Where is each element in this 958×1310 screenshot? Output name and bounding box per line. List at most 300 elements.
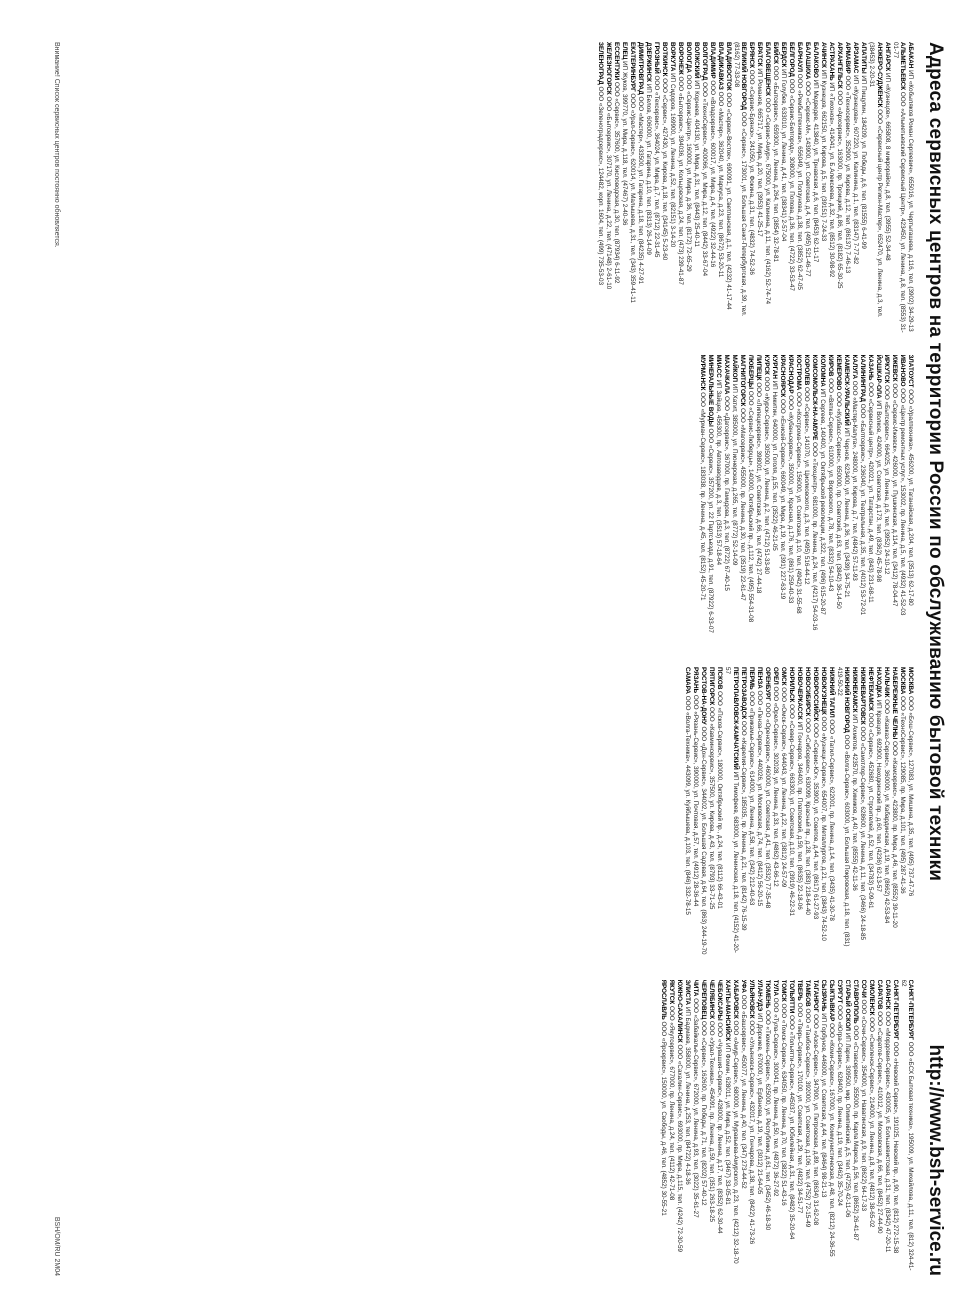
service-center-entry — [756, 42, 763, 335]
city-name: ЛЮБЕРЦЫ — [747, 354, 754, 390]
center-address: ИП «Тихонов», 414041, ул. Б.Алексеева, д.32, тел. (8512) 30-98-92 — [828, 82, 836, 278]
service-center-entry — [883, 355, 890, 648]
center-address: ООО «Владсервис», 600017, ул. Мира, д.4, тел. (4922) 32-44-16 — [708, 80, 716, 268]
service-center-entry — [659, 980, 666, 1273]
center-address: ООО «Пенза-Сервис», 440026, ул. Московская, д.74, тел. (8412) 56-20-15 — [755, 690, 763, 907]
center-address: ИП «Кобыляков Роман Сергеевич», 655016, ул. Чертыгашева, д.116, тел. (3902) 34-29-13 — [907, 70, 914, 332]
center-address: ИП Романов, 665717, ул. Мира, д.20, тел. (3953) 41-25-17 — [756, 68, 764, 237]
center-address: ИП Кравцов, 692900, Находкинский пр., д.60, тел. (4236) 62-13-57 — [875, 699, 882, 892]
city-name: ПЕТРОПАВЛОВСК-КАМЧАТСКИЙ — [731, 667, 739, 770]
center-address: ООО «Самотлор-Сервис», 628600, ул. Ленина, д.11, тел. (3466) 24-18-85 — [859, 726, 866, 941]
center-address: ООО «Сервисный центр Регион-Мастер», 652470, ул. Ленина, д.3, тел. (38453) 2-20-31 — [868, 42, 883, 318]
service-center-entry — [755, 355, 762, 648]
service-center-entry — [723, 980, 730, 1273]
service-center-entry — [883, 667, 890, 960]
center-address: ООО «Башсервис», 450077, ул. Ленина, д.40, тел. (347) 273-44-52 — [739, 994, 747, 1189]
city-name: ПЯТИГОРСК — [708, 667, 716, 706]
city-name: НОВОРОССИЙСК — [811, 667, 819, 722]
city-name: НОРИЛЬСК — [787, 667, 795, 703]
center-address: ООО «Мастер-Калуга», 248000, ул. Кирова, д.7, тел. (4842) 57-11-93 — [851, 380, 858, 581]
center-address: ООО «Урал-Техника», 454091, пр. Ленина, д.59, тел. (351) 263-18-25 — [707, 1020, 715, 1223]
service-center-entry — [699, 980, 706, 1273]
city-name: ТЮМЕНЬ — [763, 979, 771, 1009]
service-center-entry — [795, 667, 802, 960]
service-center-entry — [779, 355, 786, 648]
city-name: МУРМАНСК — [699, 354, 706, 391]
service-center-entry — [707, 980, 714, 1273]
center-address: ООО «Техносервис», 352900, ул. Кирова, д.12, тел. (86137) 7-46-13 — [844, 75, 852, 274]
service-center-entry — [835, 980, 842, 1273]
center-address: ООО «Тюмень-Сервис», 625000, ул. Республики, д.61, тел. (3452) 46-18-30 — [763, 1010, 771, 1231]
service-center-entry — [596, 42, 603, 335]
service-center-entry — [747, 980, 754, 1273]
center-address: ООО «Сервис-Восток», 690091, ул. Светланская, д.1, тел. (4232) 41-17-44 — [724, 92, 732, 310]
city-name: ТАГАНРОГ — [811, 979, 819, 1013]
city-name: КОМСОМОЛЬСК-НА-АМУРЕ — [811, 354, 818, 441]
city-name: КАЛИНИНГРАД — [859, 354, 866, 403]
service-center-entry — [683, 980, 690, 1273]
center-address: ООО «Альметьевский Сервисный Центр», 423450, ул. Ленина, д.8, тел. (8553) 31-01-77 — [891, 42, 906, 333]
service-center-columns — [84, 42, 914, 1272]
center-address: ООО «Кузбасс-Сервис», 650000, пр. Советский, д.63, тел. (3842) 36-14-50 — [835, 392, 842, 609]
service-center-entry — [755, 980, 762, 1273]
center-address: ООО «Сервис», 173001, ул. Большая Санкт-Петербургская, д.39, тел. (8162) 77-33-08 — [732, 42, 748, 317]
service-center-entry — [652, 42, 659, 335]
center-address: ООО «Ульяновск-Сервис», 432017, ул. Гончарова, д.38, тел. (8422) 41-73-26 — [747, 1020, 755, 1245]
service-center-entry — [907, 667, 914, 960]
service-center-entry — [763, 355, 770, 648]
service-center-entry — [628, 42, 635, 335]
service-center-entry — [867, 355, 874, 648]
service-center-entry — [764, 42, 771, 335]
center-address: ООО «Вятка-Сервис», 610000, ул. Воровского, д.78, тел. (8332) 54-10-43 — [827, 378, 834, 592]
city-name: ЯКУТСК — [667, 979, 675, 1005]
center-address: ООО «Техцентр», 681000, пр. Ленина, д.24, тел. (4217) 54-03-16 — [811, 442, 818, 631]
city-name: АБАКАН — [907, 42, 914, 69]
city-name: ВОЛГОГРАД — [700, 42, 708, 81]
service-center-entry — [891, 980, 898, 1273]
service-center-entry — [787, 980, 794, 1273]
city-name: НИЖНЕКАМСК — [851, 667, 858, 713]
center-address: ООО «Бытсервис», 307170, ул. Ленина, д.22, тел. (47148) 2-61-10 — [604, 96, 612, 290]
service-center-entry — [827, 980, 834, 1273]
city-name: ДИМИТРОВГРАД — [636, 42, 644, 95]
center-address: ООО «Волга-Сервис», 603000, ул. Большая Покровская, д.18, тел. (831) 419-50-22 — [835, 667, 850, 947]
city-name: РОСТОВ-НА-ДОНУ — [700, 667, 708, 725]
city-name: ЗЕЛЕНОГРАД — [596, 42, 604, 85]
city-name: САРАНСК — [883, 979, 891, 1010]
center-address: ООО «Невский Сервис», 191025, Невский пр., д.90, тел. (812) 272-15-38 — [891, 1041, 899, 1254]
center-address: ООО «Карелия-Сервис», 185035, пр. Ленина, д.21, тел. (8142) 76-15-39 — [739, 720, 747, 931]
city-name: МОСКВА — [907, 667, 914, 695]
center-address: ИП Ларин, 309500, мкр. Олимпийский, д.5, тел. (4725) 42-11-06 — [843, 1032, 851, 1218]
city-name: НАЛЬЧИК — [883, 667, 890, 698]
service-center-entry — [795, 355, 802, 648]
center-address: ИП Волков, 424000, ул. Советская, д.173, тел. (8362) 45-78-98 — [875, 400, 882, 583]
center-address: ООО «Урал-Сервис», 620014, ул. Малышева, д.31, тел. (343) 359-41-11 — [628, 93, 636, 303]
center-address: ООО «Чувашия-Сервис», 428000, пр. Ленина, д.17, тел. (8352) 62-30-44 — [715, 1022, 723, 1234]
city-name: УЛАН-УДЭ — [755, 979, 763, 1012]
center-address: ООО «Мастер», 362040, ул. Маркуса, д.23, тел. (8672) 53-20-11 — [716, 91, 724, 278]
center-address: ООО «Кубаньсервис», 350000, ул. Красная, д.176, тел. (861) 259-40-33 — [787, 395, 794, 604]
center-address: ИП «Кузнецова», 607220, ул. Калинина, д.1, тел. (83147) 7-77-82 — [852, 75, 860, 265]
center-address: ООО «Енисей-Сервис», 660049, ул. Мира, д.19, тел. (391) 227-63-19 — [779, 399, 786, 600]
service-center-entry — [891, 42, 906, 335]
city-name: СТАРЫЙ ОСКОЛ — [843, 979, 851, 1031]
service-center-entry — [739, 980, 746, 1273]
center-address: ООО «Балтсервис», 236040, ул. Театральная, д.35, тел. (4012) 53-72-01 — [859, 403, 866, 616]
center-address: ООО «Кострома-Сервис», 156000, ул. Советская, д.10, тел. (4942) 31-55-68 — [795, 392, 802, 614]
service-center-entry — [795, 980, 802, 1273]
center-address: ООО «Бош-Сервис», 127083, ул. Мишина, д.35, тел. (495) 737-47-76 — [907, 696, 914, 897]
service-center-entry — [708, 42, 715, 335]
center-address: ИП Сергеев, 140400, ул. Октябрьской революции, д.322, тел. (496) 615-20-87 — [819, 388, 826, 615]
city-name: АНГАРСК — [883, 42, 891, 72]
city-name: СМОЛЕНСК — [867, 979, 875, 1016]
city-name: ВОРОНЕЖ — [676, 42, 684, 75]
center-address: ООО «БСХ Бытовая техника», 195009, ул. Михайлова, д.11, тел. (812) 324-41-62 — [899, 979, 914, 1271]
center-address: ООО «Техсервис», 364024, ул. Мира, д.7, тел. (8712) 22-31-45 — [652, 75, 660, 258]
center-address: ООО «Сервис», 452680, ул. Строителей, д.52, тел. (34783) 5-09-61 — [867, 712, 874, 909]
city-name: ИРКУТСК — [883, 354, 890, 384]
center-address: ООО «Мурман-Сервис», 183038, пр. Ленина, д.45, тел. (8152) 45-20-71 — [699, 392, 706, 601]
center-address: ООО «ТехноСервис», 400066, ул. Мира, д.12, тел. (8442) 33-67-04 — [700, 82, 708, 276]
service-center-entry — [692, 42, 699, 335]
city-name: БАЛАКОВО — [812, 42, 820, 78]
service-center-entry — [636, 42, 643, 335]
service-center-entry — [868, 42, 883, 335]
service-center-entry — [676, 42, 683, 335]
service-center-entry — [668, 42, 675, 335]
center-address: ООО «Сочи-Сервис», 354000, ул. Навагинская, д.9, тел. (8622) 64-17-33 — [859, 999, 867, 1211]
center-address: ИП Хатит, 385000, ул. Пионерская, д.265, тел. (8772) 52-14-09 — [731, 383, 738, 566]
service-center-entry — [828, 42, 835, 335]
center-address: ООО «Оренсервис», 460000, ул. Советская, д.41, тел. (3532) 77-35-48 — [763, 702, 771, 909]
city-name: КАМЕНСК-УРАЛЬСКИЙ — [843, 354, 850, 426]
center-address: ООО «Коми-Сервис», 167000, ул. Коммунистическая, д.48, тел. (8212) 24-36-55 — [827, 1023, 835, 1257]
city-name: НАБЕРЕЖНЫЕ ЧЕЛНЫ — [891, 667, 898, 740]
center-address: ООО «Кузнецк-Сервис», 654007, пр. Металлургов, д.21, тел. (3843) 74-52-10 — [819, 716, 827, 941]
city-name: ВОРКУТА — [668, 42, 676, 72]
center-address: ООО «Тамбов-Сервис», 392000, ул. Советская, д.106, тел. (4752) 72-15-49 — [803, 1008, 811, 1228]
city-name: КОРОЛЕВ — [803, 354, 810, 386]
center-address: ООО «Сервис-Амур», 675000, ул. Калинина, д.11, тел. (4162) 52-74-74 — [764, 97, 772, 304]
address-column-1 — [84, 42, 914, 335]
service-center-entry — [716, 667, 723, 960]
city-name: КУРГАН — [771, 354, 778, 379]
service-center-entry — [883, 980, 890, 1273]
service-center-entry — [891, 667, 898, 960]
service-center-entry — [724, 42, 731, 335]
city-name: БРЯНСК — [748, 42, 756, 69]
center-address: ООО «Смоленск-Сервис», 214000, ул. Ленина, д.8, тел. (4812) 38-65-02 — [867, 1017, 875, 1228]
city-name: ЧЕЛЯБИНСК — [707, 979, 715, 1020]
city-name: КЕМЕРОВО — [835, 354, 842, 391]
service-center-entry — [899, 980, 914, 1273]
service-center-entry — [907, 42, 914, 335]
service-center-entry — [788, 42, 795, 335]
center-address: ООО «Уралтехника», 456200, ул. Таганайская, д.204, тел. (3513) 62-17-80 — [907, 389, 914, 606]
city-name: ТУЛА — [771, 979, 779, 996]
center-address: ООО «Мастер», 433500, ул. Гагарина, д.18, тел. (84235) 4-27-91 — [636, 96, 644, 284]
service-center-entry — [707, 355, 714, 648]
service-center-entry — [700, 42, 707, 335]
service-center-entry — [739, 355, 746, 648]
city-name: ЯРОСЛАВЛЬ — [659, 979, 667, 1020]
center-address: ООО «Орел-Сервис», 302028, ул. Ленина, д.33, тел. (4862) 43-66-12 — [771, 686, 779, 887]
center-address: ИП Медведев, 413840, ул. Трнавская, д.6, тел. (8453) 62-11-17 — [812, 79, 820, 263]
service-center-entry — [867, 980, 874, 1273]
city-name: ИВАНОВО — [899, 354, 906, 387]
city-name: АЧИНСК — [820, 42, 828, 68]
center-address: ООО «Сервис», 141070, ул. Циолковского, д.3, тел. (495) 516-44-12 — [803, 387, 810, 585]
center-address: ИП Ахметов, 423570, пр. Химиков, д.40, тел. (8555) 42-11-36 — [851, 714, 858, 891]
center-address: ООО «Сервис», 357600, ул. Кисловодская, д.30, тел. (87934) 6-11-92 — [612, 81, 620, 284]
center-address: ИП Пищулин, 184209, ул. Победы, д.6, тел. (81555) 6-41-99 — [860, 75, 868, 249]
service-center-entry — [907, 355, 914, 648]
city-name: ТОЛЬЯТТИ — [787, 979, 795, 1014]
service-center-entry — [844, 42, 851, 335]
city-name: ДЗЕРЖИНСК — [644, 42, 652, 82]
center-address: ИП Чернов, 623400, ул. Ленина, д.36, тел. (3439) 34-75-21 — [843, 427, 850, 598]
service-center-entry — [716, 42, 723, 335]
city-name: ПЕТРОЗАВОДСК — [739, 667, 747, 720]
city-name: ЧИТА — [691, 979, 699, 997]
service-center-entry — [731, 355, 738, 648]
service-center-entry — [675, 980, 682, 1273]
city-name: НОВОСИБИРСК — [803, 667, 811, 717]
address-column-2 — [84, 355, 914, 648]
service-center-entry — [755, 667, 762, 960]
center-address: ООО «Тверь-Сервис», 170100, ул. Советская, д.29, тел. (4822) 34-51-77 — [795, 1002, 803, 1214]
center-address: ИП Сидоров, 169900, ул. Ленина, д.52, тел. (82151) 3-14-20 — [668, 73, 676, 248]
service-center-entry — [860, 42, 867, 335]
center-address: ООО «Сервис», 357200, ул. 22 Партсъезда, д.91, тел. (87922) 6-33-07 — [707, 428, 714, 633]
service-center-entry — [835, 667, 850, 960]
service-center-entry — [771, 355, 778, 648]
city-name: ЖЕЛЕЗНОГОРСК — [604, 42, 612, 95]
city-name: КРАСНОДАР — [787, 354, 794, 394]
service-center-entry — [819, 667, 826, 960]
service-center-entry — [796, 42, 803, 335]
service-center-entry — [875, 667, 882, 960]
city-name: БЛАГОВЕЩЕНСК — [764, 42, 772, 97]
center-address: ООО «Дагсервис», 367000, пр. Гамидова, д.3, тел. (8722) 67-40-15 — [723, 396, 730, 591]
center-address: ООО «Бытсервис», 664025, ул. Ленина, д.6, тел. (3952) 24-10-12 — [883, 385, 890, 575]
service-center-entry — [715, 355, 722, 648]
city-name: ПЕНЗА — [755, 667, 763, 689]
city-name: МАЙКОП — [731, 354, 738, 383]
service-center-entry — [763, 667, 770, 960]
service-center-entry — [899, 355, 906, 648]
address-column-3 — [84, 667, 914, 960]
city-name: ПСКОВ — [716, 667, 724, 690]
center-address: ООО «Тольятти-Сервис», 445037, ул. Юбилейная, д.31, тел. (8482) 35-20-64 — [787, 1015, 795, 1240]
city-name: МОСКВА — [899, 667, 906, 695]
service-center-entry — [867, 667, 874, 960]
city-name: НОВОЧЕРКАССК — [795, 667, 803, 720]
city-name: АЛЬМЕТЬЕВСК — [899, 42, 906, 91]
service-center-entry — [604, 42, 611, 335]
city-name: ВЛАДИМИР — [708, 42, 716, 79]
city-name: САНКТ-ПЕТЕРБУРГ — [907, 979, 914, 1040]
service-center-entry — [715, 980, 722, 1273]
center-address: ООО «Сервис-М», 143900, ул. Советская, д.4, тел. (495) 521-46-77 — [804, 81, 812, 277]
service-center-entry — [763, 980, 770, 1273]
center-address: ИП Бадмаев, 358000, ул. Ленина, д.253, тел. (84722) 4-18-36 — [683, 1006, 691, 1185]
service-center-entry — [803, 355, 810, 648]
service-center-entry — [731, 980, 738, 1273]
service-center-entry — [875, 980, 882, 1273]
city-name: РЯЗАНЬ — [692, 667, 700, 694]
service-center-entry — [851, 667, 858, 960]
city-name: ВОЛОГДА — [684, 42, 692, 73]
city-name: МИНЕРАЛЬНЫЕ ВОДЫ — [707, 354, 714, 427]
center-address: ИП Зайцев, 456300, пр. Автозаводцев, д.3, тел. (3513) 57-18-64 — [715, 379, 722, 566]
center-address: ООО «Забайкалье-Сервис», 672000, ул. Ленина, д.93, тел. (3022) 35-61-27 — [691, 998, 699, 1218]
city-name: СОЧИ — [859, 979, 867, 998]
service-center-entry — [787, 667, 794, 960]
center-address: ООО «Сервис-Брянск», 241050, ул. Фокина, д.31, тел. (4832) 74-52-36 — [748, 69, 756, 275]
center-address: ИП Никитин, 640000, ул. Гоголя, д.55, тел. (3522) 46-21-05 — [771, 380, 778, 551]
service-center-entry — [692, 667, 699, 960]
city-name: СТАВРОПОЛЬ — [851, 979, 859, 1024]
city-name: АРХАНГЕЛЬСК — [836, 42, 844, 89]
service-center-entry — [803, 667, 810, 960]
center-address: ИП Белов, 606000, ул. Гагарина, д.10, тел. (8313) 26-14-09 — [644, 83, 652, 255]
service-center-entry — [787, 355, 794, 648]
center-address: ООО «Сервис-Центр», 160000, ул. Мира, д.36, тел. (8172) 72-65-29 — [684, 74, 692, 272]
service-center-entry — [771, 667, 778, 960]
service-center-entry — [843, 355, 850, 648]
center-address: ООО «Сахалин-Сервис», 693000, пр. Мира, д.115, тел. (4242) 72-30-59 — [675, 1044, 683, 1253]
city-name: КОСТРОМА — [795, 354, 802, 391]
center-address: ООО «Сибсервис», 630099, Красный пр., д.28, тел. (383) 218-64-40 — [803, 718, 811, 915]
center-address: ООО «Липецксервис», 398001, ул. Советская, д.66, тел. (4742) 27-44-18 — [755, 382, 762, 594]
service-center-entry — [827, 667, 834, 960]
center-address: ООО «Центр ремонтных услуг», 153002, пр. Ленина, д.5, тел. (4932) 41-52-03 — [899, 388, 906, 616]
update-notice: Внимание! Список сервисных центров постоянно обновляется. — [53, 42, 60, 248]
service-center-entry — [620, 42, 627, 335]
center-address: ИП «Кузнецов», 665808, 8 микрорайон, д.8, тел. (3955) 52-34-48 — [883, 73, 891, 261]
service-center-entry — [851, 980, 858, 1273]
center-address: ООО «Омск-Сервис», 644043, ул. Ленина, д.22, тел. (3812) 24-57-09 — [779, 687, 787, 888]
city-name: ОМСК — [779, 667, 787, 686]
city-name: БЕРДСК — [780, 42, 788, 68]
center-address: ООО «Сервис-Люберцы», 140000, Октябрьский пр., д.112, тел. (495) 554-31-08 — [747, 390, 754, 623]
website-url[interactable]: http://www.bsh-service.ru — [925, 1044, 946, 1276]
city-name: МИАСС — [715, 354, 722, 378]
center-address: ООО «Рязань-Сервис», 390000, ул. Почтовая, д.57, тел. (4912) 28-36-44 — [692, 694, 700, 907]
center-address: ООО «Север-Сервис», 663300, ул. Советская, д.10, тел. (3919) 46-22-31 — [787, 704, 795, 916]
service-center-entry — [779, 667, 786, 960]
center-address: ООО «Камсервис», 423800, пр. Мира, д.46, тел. (8552) 39-11-20 — [891, 741, 898, 928]
service-center-entry — [700, 667, 707, 960]
center-address: ООО «Магсервис», 455000, пр. Ленина, д.30, тел. (3519) 22-61-47 — [739, 408, 746, 601]
city-name: АРМАВИР — [844, 42, 852, 74]
service-center-entry — [803, 980, 810, 1273]
city-name: АПАТИТЫ — [860, 42, 868, 74]
city-name: ПЕРМЬ — [747, 667, 755, 690]
city-name: АНЖЕРО-СУДЖЕНСК — [875, 42, 883, 108]
city-name: МАГНИТОГОРСК — [739, 354, 746, 407]
center-address: ООО «Прикамье-Сервис», 614000, ул. Ленина, д.58, тел. (342) 212-40-63 — [747, 691, 755, 906]
service-center-entry — [859, 980, 866, 1273]
center-address: ИП Фомин, 628011, ул. Мира, д.52, тел. (3467) 33-05-81 — [723, 1042, 731, 1205]
center-address: ООО «Азов-Сервис», 347900, ул. Петровская, д.89, тел. (8634) 31-62-08 — [811, 1014, 819, 1226]
service-center-entry — [811, 980, 818, 1273]
center-address: ООО «Сервисный центр», 420021, ул. Татарстан, д.49, тел. (843) 231-68-11 — [867, 382, 874, 603]
page-title: Адреса сервисных центров на территории России по обслуживанию бытовой техники — [925, 42, 946, 882]
center-address: ИП Горбунов, 446000, ул. Советская, д.44, тел. (8464) 98-21-13 — [819, 1013, 827, 1198]
service-center-entry — [732, 42, 747, 335]
service-center-entry — [667, 980, 674, 1273]
service-center-entry — [891, 355, 898, 648]
city-name: УЛЬЯНОВСК — [747, 979, 755, 1019]
city-name: УФА — [739, 979, 747, 993]
city-name: КАЗАНЬ — [867, 354, 874, 381]
center-address: ООО «Сервис-Юг», 353900, ул. Советов, д.44, тел. (8617) 61-27-93 — [811, 723, 819, 920]
city-name: ХАБАРОВСК — [731, 979, 739, 1019]
city-name: АРЗАМАС — [852, 42, 860, 74]
service-center-entry — [835, 355, 842, 648]
center-address: ООО «Зеленоградсервис», 124482, корп. 1604, тел. (499) 735-53-03 — [596, 86, 604, 285]
center-address: ИП Тимофеев, 683000, ул. Ленинская, д.18, тел. (4152) 41-20-57 — [724, 667, 739, 953]
city-name: СУРГУТ — [835, 979, 843, 1004]
center-address: ООО «Кавминсервис», 357500, ул. Кирова, д.43, тел. (8793) 33-71-25 — [708, 707, 716, 910]
city-name: БАРНАУЛ — [796, 42, 804, 72]
service-center-entry — [836, 42, 843, 335]
center-address: ИП Доржиев, 670000, ул. Ербанова, д.19, тел. (3012) 21-64-05 — [755, 1013, 763, 1195]
city-name: ЧЕБОКСАРЫ — [715, 979, 723, 1021]
service-center-entry — [747, 667, 754, 960]
center-address: ООО «Югра-Сервис», 628400, пр. Ленина, д.19, тел. (3462) 35-70-24 — [835, 1005, 843, 1206]
center-address: ООО «Тула-Сервис», 300041, пр. Ленина, д.50, тел. (4872) 36-27-92 — [771, 997, 779, 1197]
center-address: ООО «Рембыттехника», 656049, ул. Ползунова, д.38, тел. (3852) 62-47-05 — [796, 73, 804, 290]
service-center-entry — [851, 355, 858, 648]
city-name: НЕФТЕКАМСК — [867, 667, 874, 711]
center-address: ООО «Амур-Сервис», 680000, ул. Муравьева-Амурского, д.23, тел. (4212) 32-18-70 — [731, 1020, 739, 1264]
service-center-entry — [804, 42, 811, 335]
center-address: ИП Гончаров, 346400, пр. Платовский, д.59, тел. (8635) 22-18-06 — [795, 721, 803, 910]
service-center-entry — [612, 42, 619, 335]
service-center-entry — [827, 355, 834, 648]
center-address: ООО «Сервис-Ижевск», 426000, ул. Пушкинская, д.114, тел. (3412) 78-04-47 — [891, 383, 898, 607]
center-address: ИП Корнеев, 404130, ул. Мира, д.31, тел. (8443) 25-40-11 — [692, 80, 700, 247]
city-name: САРАТОВ — [875, 979, 883, 1010]
service-center-entry — [852, 42, 859, 335]
service-center-entry — [859, 355, 866, 648]
service-center-entry — [684, 667, 691, 960]
service-center-entry — [859, 667, 866, 960]
city-name: КУРСК — [763, 354, 770, 375]
center-address: ООО «Тагил-Сервис», 622001, пр. Ленина, д.14, тел. (3435) 41-30-78 — [827, 719, 835, 921]
service-center-entry — [724, 667, 739, 960]
city-name: ЕКАТЕРИНБУРГ — [628, 42, 636, 92]
center-address: ООО «Саратов-Сервис», 410012, ул. Московская, д.66, тел. (8452) 27-44-90 — [875, 1011, 883, 1234]
city-name: САМАРА — [684, 667, 692, 694]
city-name: КИРОВ — [827, 354, 834, 377]
city-name: БАЛАШИХА — [804, 42, 812, 80]
city-name: ЕЛЕЦ — [620, 42, 628, 60]
service-center-entry — [684, 42, 691, 335]
service-center-entry — [819, 980, 826, 1273]
city-name: ВЛАДИКАВКАЗ — [716, 42, 724, 90]
service-center-entry — [723, 355, 730, 648]
center-address: ООО «Волга-Техника», 443099, ул. Куйбышева, д.103, тел. (846) 332-78-15 — [684, 695, 692, 915]
city-name: ЙОШКАР-ОЛА — [875, 354, 882, 399]
city-name: ЧЕРЕПОВЕЦ — [699, 979, 707, 1020]
